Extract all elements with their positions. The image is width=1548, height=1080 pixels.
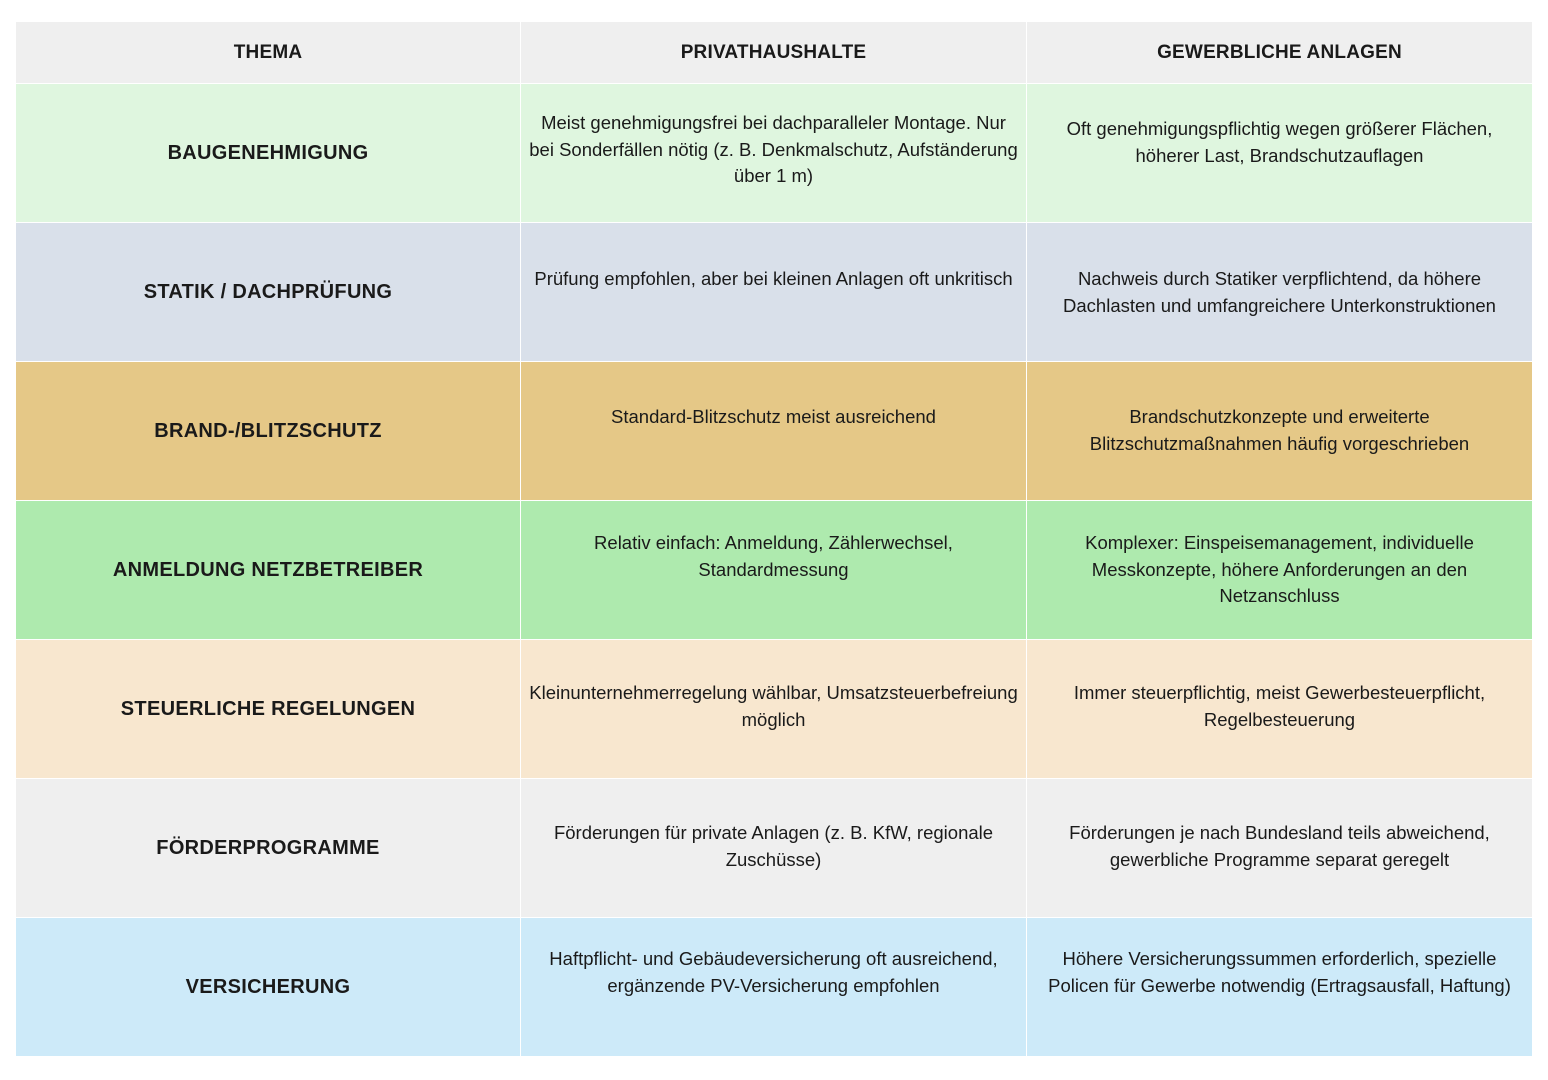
row-commercial	[1027, 779, 1532, 918]
row-private	[521, 223, 1027, 362]
row-topic: STEUERLICHE REGELUNGEN	[16, 640, 521, 779]
comparison-table	[16, 22, 1532, 1057]
row-topic: BRAND-/BLITZSCHUTZ	[16, 362, 521, 501]
row-commercial	[1027, 84, 1532, 223]
row-commercial-text: Höhere Versicherungssummen erforderlich, spezielle Policen für Gewerbe notwendig (Ertragsausfall, Haftung)	[1048, 948, 1511, 996]
row-commercial	[1027, 501, 1532, 640]
header-commercial: GEWERBLICHE ANLAGEN	[1027, 22, 1532, 84]
row-private-text: Kleinunternehmerregelung wählbar, Umsatzsteuerbefreiung möglich	[529, 682, 1018, 730]
row-topic: BAUGENEHMIGUNG	[16, 84, 521, 223]
row-commercial-text: Komplexer: Einspeisemanagement, individuelle Messkonzepte, höhere Anforderungen an den Netzanschluss	[1085, 532, 1474, 606]
row-private-text: Haftpflicht- und Gebäudeversicherung oft ausreichend, ergänzende PV-Versicherung empfohlen	[549, 948, 998, 996]
row-private-text: Relativ einfach: Anmeldung, Zählerwechsel, Standardmessung	[594, 532, 953, 580]
row-commercial	[1027, 918, 1532, 1057]
row-private	[521, 640, 1027, 779]
row-private	[521, 918, 1027, 1057]
row-topic: FÖRDERPROGRAMME	[16, 779, 521, 918]
row-commercial-text: Immer steuerpflichtig, meist Gewerbesteuerpflicht, Regelbesteuerung	[1073, 682, 1486, 730]
row-topic: ANMELDUNG NETZBETREIBER	[16, 501, 521, 640]
row-topic: VERSICHERUNG	[16, 918, 521, 1057]
row-private-text: Prüfung empfohlen, aber bei kleinen Anlagen oft unkritisch	[534, 268, 1013, 289]
row-commercial-text: Brandschutzkonzepte und erweiterte Blitzschutzmaßnahmen häufig vorgeschrieben	[1089, 406, 1470, 454]
row-commercial	[1027, 640, 1532, 779]
row-private-text: Förderungen für private Anlagen (z. B. KfW, regionale Zuschüsse)	[553, 822, 994, 870]
row-private	[521, 362, 1027, 501]
row-private	[521, 84, 1027, 223]
row-commercial	[1027, 223, 1532, 362]
row-commercial-text: Förderungen je nach Bundesland teils abweichend, gewerbliche Programme separat geregelt	[1069, 822, 1490, 870]
row-topic: STATIK / DACHPRÜFUNG	[16, 223, 521, 362]
row-private-text: Meist genehmigungsfrei bei dachparalleler Montage. Nur bei Sonderfällen nötig (z. B. Denkmalschutz, Aufständerung über 1 m)	[529, 112, 1018, 186]
row-commercial-text: Nachweis durch Statiker verpflichtend, da höhere Dachlasten und umfangreichere Unterkonstruktionen	[1063, 268, 1496, 316]
header-topic: THEMA	[16, 22, 521, 84]
row-private	[521, 501, 1027, 640]
header-private: PRIVATHAUSHALTE	[521, 22, 1027, 84]
row-private	[521, 779, 1027, 918]
row-private-text: Standard-Blitzschutz meist ausreichend	[611, 406, 936, 427]
row-commercial	[1027, 362, 1532, 501]
row-commercial-text: Oft genehmigungspflichtig wegen größerer Flächen, höherer Last, Brandschutzauflagen	[1066, 118, 1493, 166]
